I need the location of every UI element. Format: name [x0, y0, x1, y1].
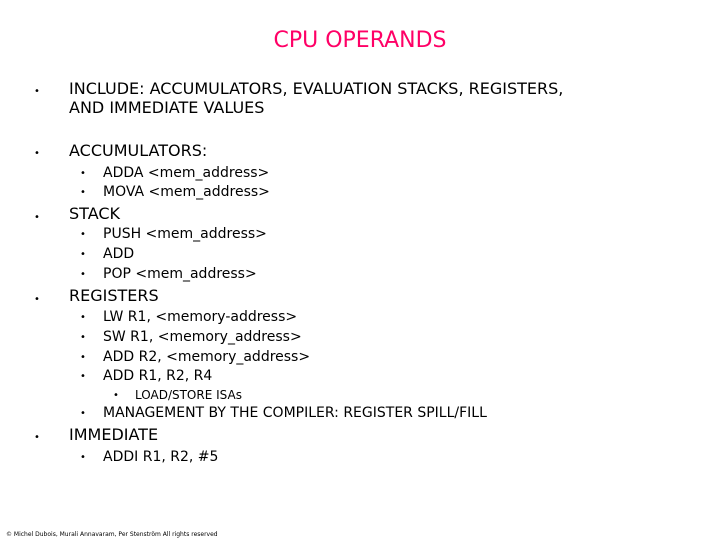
sub-bullet-mova: MOVA <mem_address>	[103, 184, 270, 200]
sub-bullet-push: PUSH <mem_address>	[103, 226, 267, 242]
bullet-icon: •	[34, 86, 40, 97]
sub-bullet-add-r1: ADD R1, R2, R4	[103, 368, 213, 384]
sub-bullet-adda: ADDA <mem_address>	[103, 165, 270, 181]
bullet-immediate: IMMEDIATE	[69, 425, 159, 444]
sub-sub-bullet-load-store: LOAD/STORE ISAs	[135, 388, 242, 402]
bullet-icon: •	[80, 168, 86, 179]
bullet-icon: •	[34, 212, 40, 223]
bullet-icon: •	[80, 352, 86, 363]
bullet-icon: •	[80, 269, 86, 280]
sub-bullet-pop: POP <mem_address>	[103, 266, 257, 282]
bullet-icon: •	[80, 371, 86, 382]
bullet-stack: STACK	[69, 204, 121, 223]
bullet-accumulators: ACCUMULATORS:	[69, 141, 208, 160]
bullet-icon: •	[80, 452, 86, 463]
bullet-registers: REGISTERS	[69, 286, 159, 305]
sub-bullet-management: MANAGEMENT BY THE COMPILER: REGISTER SPILL/FILL	[103, 405, 487, 421]
sub-bullet-add-r2: ADD R2, <memory_address>	[103, 349, 311, 365]
bullet-icon: •	[34, 294, 40, 305]
sub-bullet-add: ADD	[103, 246, 135, 262]
bullet-icon: •	[80, 187, 86, 198]
copyright-footer: © Michel Dubois, Murali Annavaram, Per Stenström All rights reserved	[6, 531, 218, 538]
bullet-icon: •	[80, 249, 86, 260]
slide-title: CPU OPERANDS	[273, 28, 447, 53]
bullet-icon: •	[80, 332, 86, 343]
bullet-icon: •	[80, 312, 86, 323]
bullet-icon: •	[34, 148, 40, 159]
sub-bullet-lw: LW R1, <memory-address>	[103, 309, 298, 325]
bullet-icon: •	[113, 390, 119, 401]
bullet-icon: •	[34, 432, 40, 443]
sub-bullet-sw: SW R1, <memory_address>	[103, 329, 302, 345]
bullet-include-cont: AND IMMEDIATE VALUES	[69, 98, 265, 117]
bullet-icon: •	[80, 229, 86, 240]
bullet-include: INCLUDE: ACCUMULATORS, EVALUATION STACKS, REGISTERS,	[69, 79, 564, 98]
sub-bullet-addi: ADDI R1, R2, #5	[103, 449, 219, 465]
bullet-icon: •	[80, 408, 86, 419]
